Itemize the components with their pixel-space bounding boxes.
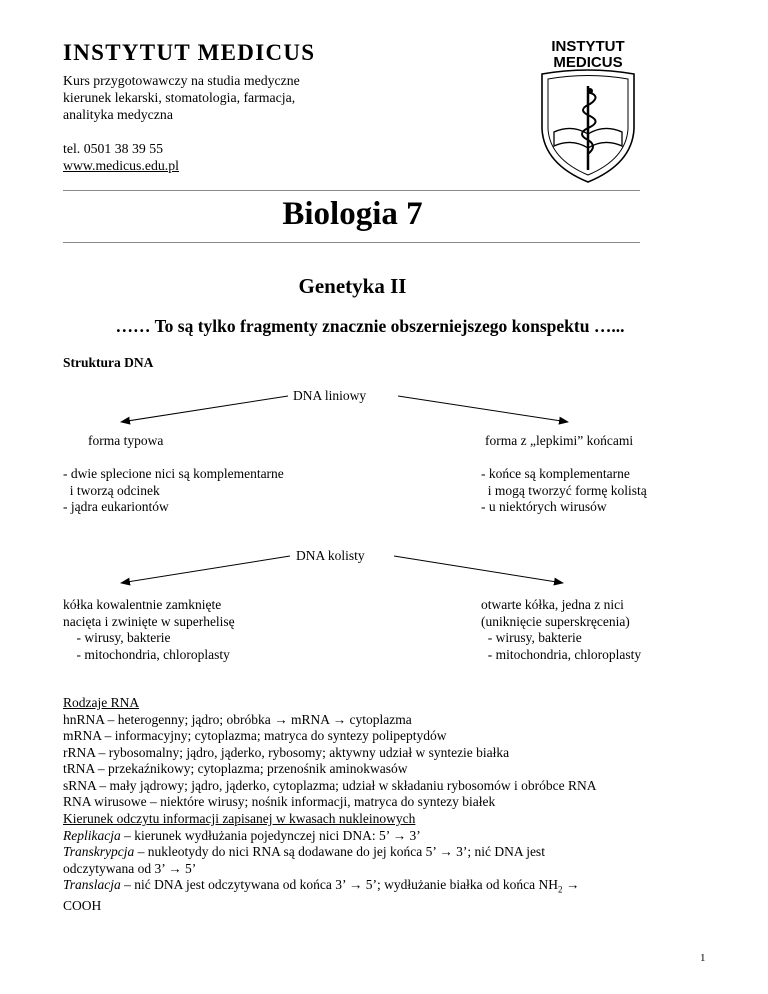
list-item: i tworzą odcinek: [63, 482, 160, 498]
list-item: - wirusy, bakterie: [63, 630, 171, 645]
page-number: 1: [700, 952, 706, 964]
document-title: Biologia 7: [282, 196, 423, 232]
arrow-circular-left: [121, 556, 290, 583]
translation-text: – nić DNA jest odczytywana od końca 3’ → 5’; wydłużanie białka od końca NH: [120, 877, 559, 892]
list-item: - końce są komplementarne: [481, 466, 630, 481]
replication-term: Replikacja: [63, 827, 121, 843]
list-item: - mitochondria, chloroplasty: [63, 646, 230, 662]
rna-type-item: sRNA – mały jądrowy; jądro, jąderko, cytoplazma; udział w składaniu rybosomów i obróbce RNA: [63, 777, 597, 793]
arrow-circular-right: [394, 556, 563, 583]
list-item: - jądra eukariontów: [63, 499, 169, 514]
reading-direction-section: [63, 811, 579, 915]
rna-type-item: rRNA – rybosomalny; jądro, jąderko, rybosomy; aktywny udział w syntezie białka: [63, 744, 510, 760]
list-item: otwarte kółka, jedna z nici: [481, 597, 624, 612]
org-desc-line: kierunek lekarski, stomatologia, farmacja,: [63, 90, 296, 105]
org-desc-line: Kurs przygotowawczy na studia medyczne: [63, 73, 300, 88]
section-title: Genetyka II: [298, 274, 407, 298]
dna-linear-root: DNA liniowy: [293, 388, 367, 403]
rna-types-section: [63, 695, 597, 811]
reading-direction-heading: Kierunek odczytu informacji zapisanej w kwasach nukleinowych: [63, 811, 416, 826]
dna-circular-root: DNA kolisty: [296, 548, 365, 563]
arrow-linear-right: [398, 396, 568, 422]
list-item: i mogą tworzyć formę kolistą: [481, 482, 647, 498]
transcription-text: – nukleotydy do nici RNA są dodawane do jej końca 5’ → 3’; nić DNA jest: [134, 844, 545, 859]
rna-type-item: mRNA – informacyjny; cytoplazma; matryca do syntezy polipeptydów: [63, 728, 447, 743]
dna-circular-right-points: [481, 597, 641, 663]
list-item: - dwie splecione nici są komplementarne: [63, 466, 284, 481]
list-item: kółka kowalentnie zamknięte: [63, 597, 222, 612]
translation-line: [63, 877, 579, 898]
dna-linear-left-label: forma typowa: [88, 433, 164, 448]
dna-linear-right-points: [481, 466, 647, 516]
rna-type-item: RNA wirusowe – niektóre wirusy; nośnik informacji, matryca do syntezy białek: [63, 794, 496, 809]
org-name: INSTYTUT MEDICUS: [63, 40, 316, 65]
transcription-line-2: odczytywana od 3’ → 5’: [63, 860, 197, 876]
translation-line-2: COOH: [63, 898, 102, 914]
logo-text-line1: INSTYTUT: [551, 38, 625, 55]
dna-structure-heading: Struktura DNA: [63, 355, 154, 370]
phone-number: tel. 0501 38 39 55: [63, 141, 164, 156]
list-item: - u niektórych wirusów: [481, 499, 607, 514]
replication-text: – kierunek wydłużania pojedynczej nici DNA: 5’ → 3’: [120, 827, 421, 843]
translation-arrow: →: [562, 877, 580, 892]
rna-type-item: tRNA – przekaźnikowy; cytoplazma; przenośnik aminokwasów: [63, 761, 408, 776]
translation-term: Translacja: [63, 877, 121, 892]
dna-circular-left-points: [63, 597, 235, 663]
arrow-linear-left: [121, 396, 288, 422]
list-item: (uniknięcie superskręcenia): [481, 613, 630, 629]
replication-line: [63, 828, 579, 845]
website-link[interactable]: www.medicus.edu.pl: [63, 158, 179, 173]
list-item: - wirusy, bakterie: [481, 630, 582, 645]
disclaimer-text: …… To są tylko fragmenty znacznie obszerniejszego konspektu …...: [115, 316, 625, 336]
org-desc-line: analityka medyczna: [63, 107, 173, 122]
translation-subscript: 2: [558, 884, 563, 895]
logo-text-line2: MEDICUS: [553, 54, 623, 71]
rna-types-heading: Rodzaje RNA: [63, 695, 140, 710]
list-item: nacięta i zwinięte w superhelisę: [63, 613, 235, 629]
list-item: - mitochondria, chloroplasty: [481, 646, 642, 662]
rna-type-item: hnRNA – heterogenny; jądro; obróbka → mRNA → cytoplazma: [63, 711, 412, 727]
dna-linear-left-points: [63, 466, 284, 516]
dna-linear-right-label: forma z „lepkimi” końcami: [485, 433, 634, 448]
transcription-line: [63, 844, 579, 861]
transcription-term: Transkrypcja: [63, 844, 135, 859]
